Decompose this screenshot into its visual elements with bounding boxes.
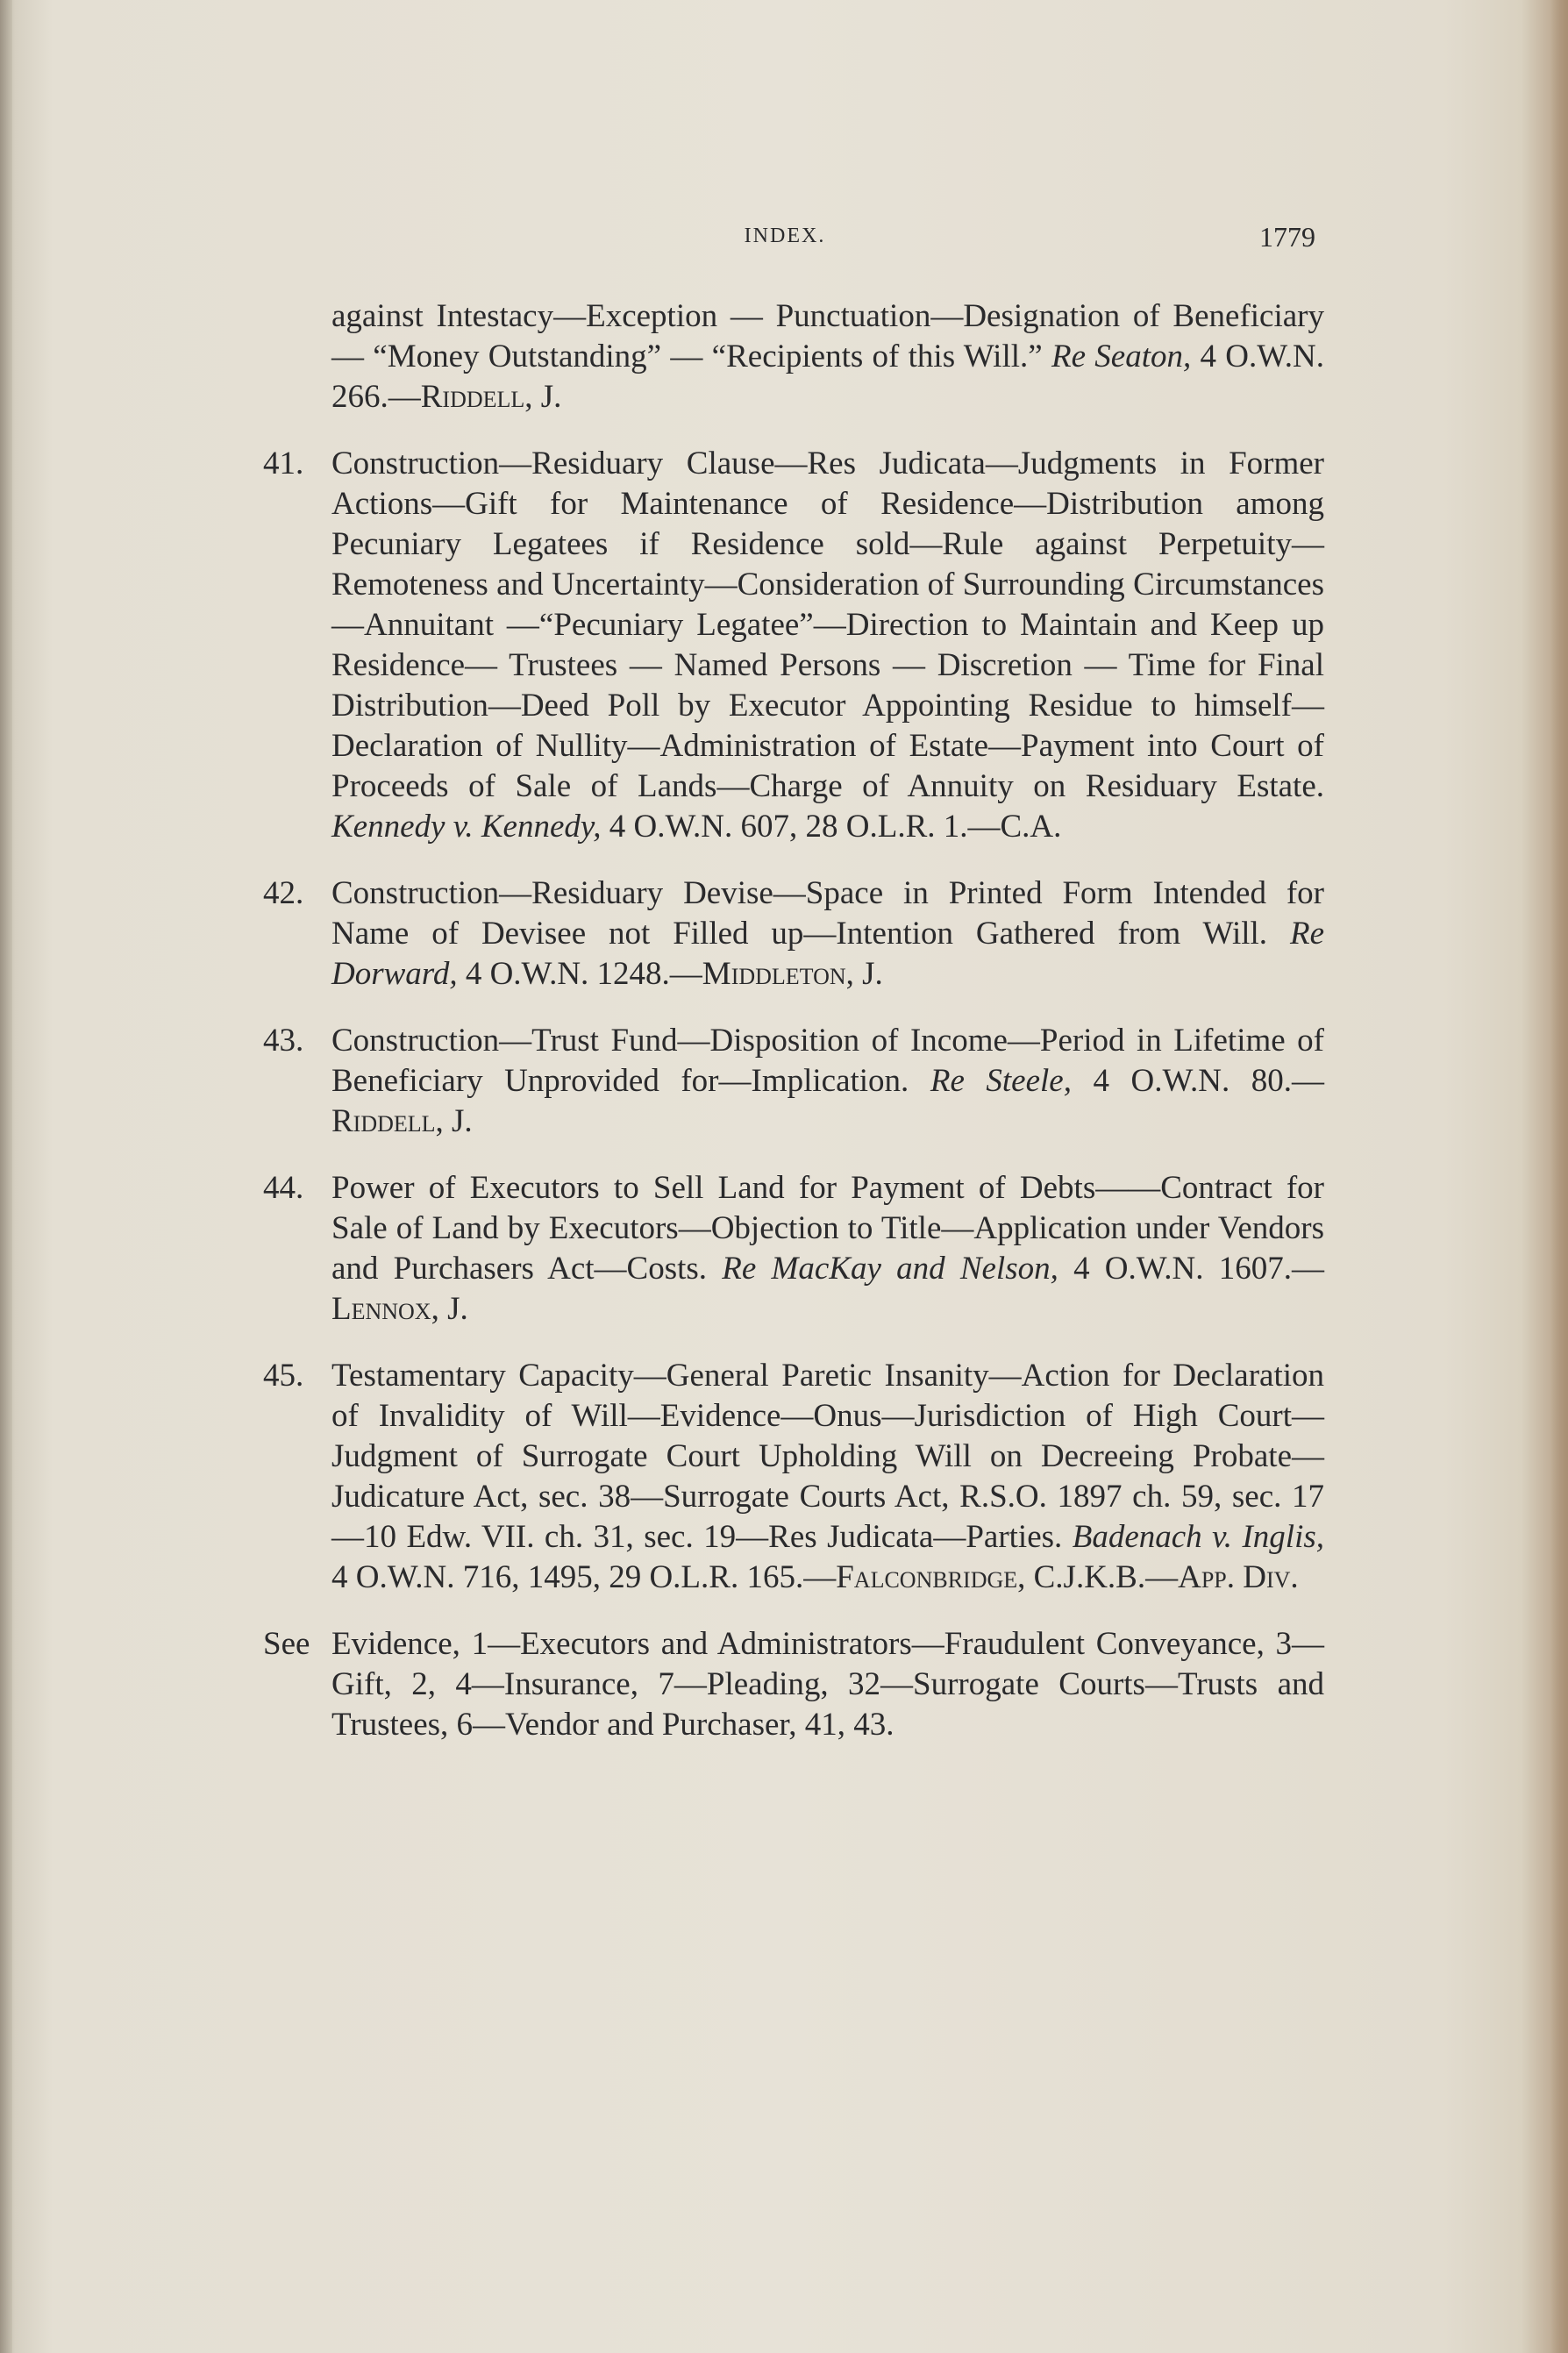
citation: 4 O.W.N. 80.— [1071,1063,1324,1099]
case-name: Kennedy v. Kennedy, [331,809,602,845]
citation: 4 O.W.N. 607, 28 O.L.R. 1.— [601,809,1001,845]
judge: Falconbridge, C.J.K.B.—App. Div. [836,1559,1299,1595]
index-entry-43 [263,1021,1324,1142]
entry-number: 41. [263,446,304,481]
case-name: Re Steele, [930,1063,1072,1099]
entry-number: 44. [263,1170,304,1206]
case-name: Badenach v. Inglis, [1072,1519,1324,1555]
case-name: Re Seaton, [1051,339,1192,374]
page-number: 1779 [1259,221,1315,253]
judge: Lennox, J. [331,1291,468,1327]
citation: 4 O.W.N. 266.— [331,339,1325,415]
entry-number: 43. [263,1023,304,1059]
entry-text: Construction—Residuary Devise—Space in Printed Form Intended for Name of Devisee not Filled up—Intention Gathered from Will. [331,875,1324,952]
citation: 4 O.W.N. 1607.— [1058,1251,1324,1287]
see-also-prefix: See [263,1626,310,1662]
index-content [263,296,1324,1772]
judge: Middleton, J. [702,956,883,992]
case-name: Re Dorward, [331,916,1324,992]
entry-text: Testamentary Capacity—General Paretic Insanity—Action for Declaration of Invalidity of Will—Evidence—Onus—Jurisdiction of High Court—Judgment of Surrogate Court Upholding Will on Decreeing Probate—Judicature Act, sec. 38—Surrogate Courts Act, R.S.O. 1897 ch. 59, sec. 17—10 Edw. VII. ch. 31, sec. 19—Res Judicata—Parties. [331,1358,1324,1555]
entry-text: Construction—Residuary Clause—Res Judicata—Judgments in Former Actions—Gift for Maintenance of Residence—Distribution among Pecuniary Legatees if Residence sold—Rule against Perpetuity—Remoteness and Uncertainty—Consideration of Surrounding Circumstances—Annuitant —“Pecuniary Legatee”—Direction to Maintain and Keep up Residence— Trustees — Named Persons — Discretion — Time for Final Distribution—Deed Poll by Executor Appointing Residue to himself—Declaration of Nullity—Administration of Estate—Payment into Court of Proceeds of Sale of Lands—Charge of Annuity on Residuary Estate. [331,446,1324,804]
citation: 4 O.W.N. 1248.— [457,956,702,992]
entry-text: Power of Executors to Sell Land for Payment of Debts——Contract for Sale of Land by Executors—Objection to Title—Application under Vendors and Purchasers Act—Costs. [331,1170,1324,1287]
index-entry-44 [263,1168,1324,1330]
index-entry-42 [263,873,1324,995]
entry-number: 45. [263,1358,304,1394]
citation: 4 O.W.N. 716, 1495, 29 O.L.R. 165.— [331,1559,837,1595]
judge: Riddell, J. [331,1103,473,1139]
entry-text: against Intestacy—Exception — Punctuation—Designation of Beneficiary — “Money Outstanding” — “Recipients of this Will.” [331,298,1324,374]
index-entry-continuation [263,296,1324,417]
see-also-entry [263,1624,1324,1745]
judge: Riddell, J. [420,379,562,415]
case-name: Re MacKay and Nelson, [722,1251,1058,1287]
running-head: INDEX. [744,225,826,247]
judge: C.A. [1000,809,1062,845]
page-header [254,221,1315,260]
page-edge [1550,0,1568,2353]
entry-number: 42. [263,875,304,911]
entry-text: Construction—Trust Fund—Disposition of Income—Period in Lifetime of Beneficiary Unprovided for—Implication. [331,1023,1324,1099]
see-also-text: Evidence, 1—Executors and Administrators—Fraudulent Conveyance, 3—Gift, 2, 4—Insurance, 7—Pleading, 32—Surrogate Courts—Trusts and Trustees, 6—Vendor and Purchaser, 41, 43. [331,1626,1324,1743]
binding-edge [0,0,12,2353]
index-entry-41 [263,444,1324,847]
index-entry-45 [263,1356,1324,1598]
